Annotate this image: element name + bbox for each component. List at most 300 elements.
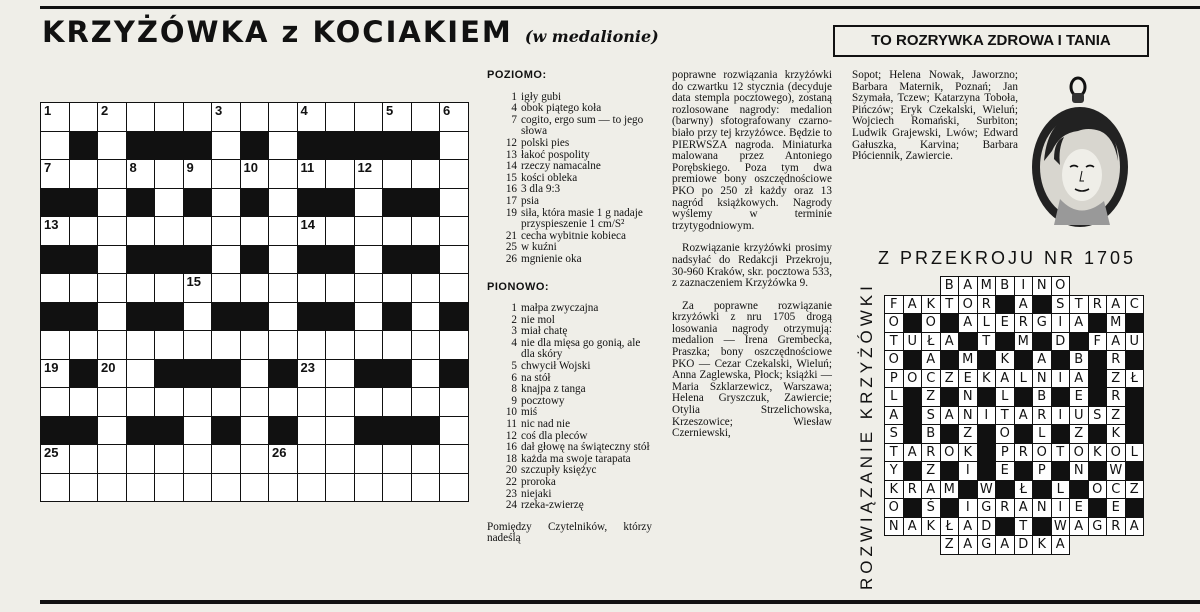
solution-letter: M <box>1106 313 1126 333</box>
crossword-cell[interactable] <box>126 102 156 132</box>
solution-letter: T <box>884 443 904 463</box>
crossword-cell[interactable] <box>240 473 270 503</box>
crossword-cell[interactable] <box>439 473 469 503</box>
solution-letter: E <box>1106 498 1126 518</box>
clue-number: 12 <box>505 429 517 442</box>
crossword-cell[interactable] <box>97 330 127 360</box>
solution-black-cell <box>1032 480 1052 500</box>
crossword-cell[interactable] <box>382 330 412 360</box>
crossword-cell[interactable] <box>211 216 241 246</box>
crossword-cell[interactable] <box>325 273 355 303</box>
crossword-black-cell <box>382 359 412 389</box>
crossword-cell[interactable] <box>268 330 298 360</box>
crossword-cell[interactable] <box>439 330 469 360</box>
solution-black-cell <box>977 443 997 463</box>
crossword-cell[interactable] <box>97 216 127 246</box>
solution-letter: B <box>940 276 960 296</box>
solution-letter: B <box>1032 387 1052 407</box>
crossword-cell[interactable] <box>154 102 184 132</box>
crossword-cell[interactable] <box>183 302 213 332</box>
crossword-cell[interactable] <box>211 273 241 303</box>
poziomo-heading: POZIOMO: <box>487 69 547 81</box>
cell-number: 9 <box>186 160 194 175</box>
crossword-cell[interactable] <box>297 359 327 389</box>
cell-number: 19 <box>44 359 59 375</box>
crossword-cell[interactable] <box>183 416 213 446</box>
crossword-cell[interactable] <box>297 387 327 417</box>
cell-number: 12 <box>357 160 372 175</box>
crossword-cell[interactable] <box>439 273 469 303</box>
crossword-black-cell <box>325 188 355 218</box>
crossword-black-cell <box>439 359 469 389</box>
crossword-cell[interactable] <box>183 387 213 417</box>
crossword-cell[interactable] <box>97 245 127 275</box>
solution-black-cell <box>977 461 997 481</box>
poziomo-clue <box>487 115 652 138</box>
crossword-cell[interactable] <box>211 159 241 189</box>
crossword-cell[interactable] <box>240 444 270 474</box>
crossword-cell[interactable] <box>325 330 355 360</box>
solution-title: Z PRZEKROJU NR 1705 <box>878 248 1137 268</box>
crossword-cell[interactable] <box>439 245 469 275</box>
solution-letter: A <box>958 535 978 555</box>
solution-black-cell <box>1125 461 1145 481</box>
solution-letter: D <box>1014 535 1034 555</box>
crossword-cell[interactable] <box>40 444 70 474</box>
crossword-cell[interactable] <box>69 330 99 360</box>
crossword-cell[interactable] <box>40 273 70 303</box>
crossword-cell[interactable] <box>382 473 412 503</box>
clue-text: niejaki <box>521 487 552 500</box>
crossword-cell[interactable] <box>40 473 70 503</box>
crossword-black-cell <box>126 188 156 218</box>
solution-letter: T <box>884 332 904 352</box>
pionowo-heading: PIONOWO: <box>487 280 550 293</box>
solution-letter: K <box>1032 535 1052 555</box>
crossword-cell[interactable] <box>382 387 412 417</box>
crossword-cell[interactable] <box>382 216 412 246</box>
solution-black-cell <box>1051 350 1071 370</box>
kitten-medallion <box>1030 75 1135 240</box>
crossword-cell[interactable] <box>354 473 384 503</box>
clue-number: 14 <box>505 160 517 173</box>
clue-text: mgnienie oka <box>521 252 582 265</box>
solution-letter: L <box>995 387 1015 407</box>
crossword-cell[interactable] <box>97 444 127 474</box>
crossword-cell[interactable] <box>268 245 298 275</box>
crossword-cell[interactable] <box>154 473 184 503</box>
pionowo-clue <box>487 500 652 512</box>
poziomo-column <box>487 70 652 545</box>
crossword-cell[interactable] <box>268 159 298 189</box>
crossword-cell[interactable] <box>126 387 156 417</box>
crossword-cell[interactable] <box>240 387 270 417</box>
crossword-cell[interactable] <box>325 216 355 246</box>
solution-letter: P <box>995 443 1015 463</box>
crossword-cell[interactable] <box>354 159 384 189</box>
crossword-cell[interactable] <box>183 102 213 132</box>
crossword-cell[interactable] <box>183 216 213 246</box>
solution-letter: A <box>1051 535 1071 555</box>
solution-letter: E <box>995 461 1015 481</box>
crossword-cell[interactable] <box>69 216 99 246</box>
crossword-cell[interactable] <box>297 273 327 303</box>
crossword-cell[interactable] <box>40 131 70 161</box>
cell-number: 26 <box>272 445 287 460</box>
solution-black-cell <box>1125 406 1145 426</box>
crossword-cell[interactable] <box>69 387 99 417</box>
crossword-cell[interactable] <box>211 330 241 360</box>
solution-letter: A <box>995 535 1015 555</box>
clue-text: psia <box>521 194 540 207</box>
crossword-cell[interactable] <box>154 188 184 218</box>
crossword-cell[interactable] <box>211 102 241 132</box>
solution-letter: Ł <box>921 332 941 352</box>
crossword-cell[interactable] <box>439 159 469 189</box>
clue-number: 20 <box>505 464 517 477</box>
crossword-cell[interactable] <box>382 159 412 189</box>
crossword-cell[interactable] <box>154 387 184 417</box>
cell-number: 15 <box>186 274 201 289</box>
crossword-cell[interactable] <box>439 416 469 446</box>
crossword-cell[interactable] <box>325 359 355 389</box>
crossword-cell[interactable] <box>97 159 127 189</box>
crossword-cell[interactable] <box>439 216 469 246</box>
crossword-cell[interactable] <box>154 330 184 360</box>
clue-text: rzeczy namacalne <box>521 160 601 173</box>
crossword-cell[interactable] <box>240 216 270 246</box>
crossword-cell[interactable] <box>97 131 127 161</box>
clue-number: 3 <box>511 325 517 338</box>
crossword-cell[interactable] <box>69 273 99 303</box>
crossword-cell[interactable] <box>325 159 355 189</box>
crossword-cell[interactable] <box>97 473 127 503</box>
crossword-cell[interactable] <box>154 273 184 303</box>
crossword-cell[interactable] <box>411 102 441 132</box>
clue-number: 23 <box>505 487 517 500</box>
solution-letter: Z <box>1106 369 1126 389</box>
crossword-cell[interactable] <box>126 359 156 389</box>
solution-black-cell <box>903 406 923 426</box>
crossword-black-cell <box>69 416 99 446</box>
solution-letter: O <box>903 369 923 389</box>
solution-letter: R <box>1106 387 1126 407</box>
announcement-p1: poprawne rozwiązania krzyżówki do czwartku 12 stycznia (decyduje data stempla pocztowego), zostaną rozlosowane nagrody: medalion (barwny) sfotografowany czarno-biało przy tej krzyżówce. Będzie to PIERWSZA nagroda. Miniaturka malowana przez Antoniego Porębskiego. Poza tym dwa premiowe bony oszczędnościowe PKO po 250 zł każdy oraz 13 nagród książkowych. Nagrody wyślemy w terminie trzytygodniowym. <box>672 69 832 232</box>
crossword-cell[interactable] <box>126 273 156 303</box>
solution-letter: A <box>903 443 923 463</box>
crossword-cell[interactable] <box>69 473 99 503</box>
solution-letter: A <box>1106 295 1126 315</box>
solution-letter: T <box>977 332 997 352</box>
crossword-cell[interactable] <box>439 444 469 474</box>
solution-letter: A <box>1014 295 1034 315</box>
crossword-cell[interactable] <box>268 387 298 417</box>
crossword-cell[interactable] <box>240 359 270 389</box>
solution-black-cell <box>958 480 978 500</box>
solution-black-cell <box>995 295 1015 315</box>
crossword-cell[interactable] <box>268 216 298 246</box>
crossword-cell[interactable] <box>40 216 70 246</box>
crossword-black-cell <box>354 359 384 389</box>
solution-letter: C <box>1106 480 1126 500</box>
solution-black-cell <box>995 517 1015 537</box>
clue-number: 22 <box>505 476 517 488</box>
solution-black-cell <box>1032 517 1052 537</box>
clue-text: polski pies <box>521 136 570 149</box>
solution-letter: N <box>1032 369 1052 389</box>
crossword-black-cell <box>240 302 270 332</box>
solution-letter: W <box>1106 461 1126 481</box>
crossword-cell[interactable] <box>240 273 270 303</box>
cell-number: 3 <box>215 103 223 118</box>
solution-letter: S <box>1088 406 1108 426</box>
clue-number: 16 <box>505 183 517 196</box>
crossword-cell[interactable] <box>325 102 355 132</box>
crossword-cell[interactable] <box>40 102 70 132</box>
clue-text: nie mol <box>521 313 555 326</box>
crossword-black-cell <box>382 302 412 332</box>
crossword-cell[interactable] <box>411 330 441 360</box>
crossword-black-cell <box>154 416 184 446</box>
crossword-cell[interactable] <box>354 245 384 275</box>
pionowo-clue <box>487 361 652 373</box>
crossword-cell[interactable] <box>97 302 127 332</box>
crossword-cell[interactable] <box>297 330 327 360</box>
solution-letter: R <box>903 480 923 500</box>
crossword-cell[interactable] <box>240 330 270 360</box>
crossword-cell[interactable] <box>382 444 412 474</box>
solution-letter: S <box>1051 295 1071 315</box>
crossword-cell[interactable] <box>211 387 241 417</box>
crossword-cell[interactable] <box>97 387 127 417</box>
solution-letter: I <box>958 498 978 518</box>
crossword-cell[interactable] <box>411 444 441 474</box>
solution-letter: T <box>1069 295 1089 315</box>
solution-letter: S <box>884 424 904 444</box>
crossword-cell[interactable] <box>268 444 298 474</box>
crossword-cell[interactable] <box>268 473 298 503</box>
crossword-cell[interactable] <box>211 245 241 275</box>
crossword-cell[interactable] <box>268 131 298 161</box>
crossword-cell[interactable] <box>69 444 99 474</box>
solution-black-cell <box>1051 461 1071 481</box>
crossword-cell[interactable] <box>382 273 412 303</box>
crossword-cell[interactable] <box>126 216 156 246</box>
solution-black-cell <box>1088 369 1108 389</box>
solution-letter: S <box>921 406 941 426</box>
crossword-cell[interactable] <box>268 302 298 332</box>
crossword-cell[interactable] <box>126 444 156 474</box>
crossword-cell[interactable] <box>411 216 441 246</box>
solution-letter: T <box>940 295 960 315</box>
solution-letter: Z <box>940 369 960 389</box>
solution-letter: L <box>1032 424 1052 444</box>
crossword-cell[interactable] <box>411 387 441 417</box>
crossword-cell[interactable] <box>154 159 184 189</box>
crossword-cell[interactable] <box>297 216 327 246</box>
crossword-cell[interactable] <box>411 359 441 389</box>
crossword-black-cell <box>268 359 298 389</box>
solution-letter: A <box>921 350 941 370</box>
crossword-black-cell <box>211 416 241 446</box>
solution-letter: E <box>1069 387 1089 407</box>
cell-number: 25 <box>44 445 59 460</box>
clue-text: nie dla mięsa go gonią, ale dla skóry <box>521 336 641 361</box>
crossword-cell[interactable] <box>297 473 327 503</box>
solution-black-cell <box>903 461 923 481</box>
crossword-cell[interactable] <box>325 473 355 503</box>
solution-black-cell <box>977 424 997 444</box>
crossword-cell[interactable] <box>40 359 70 389</box>
crossword-cell[interactable] <box>411 302 441 332</box>
crossword-cell[interactable] <box>126 473 156 503</box>
solution-letter: A <box>958 313 978 333</box>
crossword-black-cell <box>154 302 184 332</box>
solution-letter: I <box>958 461 978 481</box>
crossword-cell[interactable] <box>439 387 469 417</box>
clue-text: dał głowę na świąteczny stół <box>521 441 650 454</box>
solution-black-cell <box>1125 350 1145 370</box>
crossword-cell[interactable] <box>439 131 469 161</box>
crossword-cell[interactable] <box>183 273 213 303</box>
solution-black-cell <box>940 461 960 481</box>
crossword-cell[interactable] <box>439 188 469 218</box>
crossword-cell[interactable] <box>97 273 127 303</box>
crossword-cell[interactable] <box>240 102 270 132</box>
crossword-black-cell <box>154 131 184 161</box>
solution-black-cell <box>1032 295 1052 315</box>
solution-black-cell <box>1032 332 1052 352</box>
crossword-cell[interactable] <box>325 444 355 474</box>
crossword-cell[interactable] <box>297 102 327 132</box>
crossword-cell[interactable] <box>97 416 127 446</box>
crossword-cell[interactable] <box>354 387 384 417</box>
top-rule <box>40 6 1200 9</box>
crossword-cell[interactable] <box>183 159 213 189</box>
solution-black-cell <box>1088 461 1108 481</box>
crossword-black-cell <box>411 188 441 218</box>
solution-black-cell <box>1014 424 1034 444</box>
crossword-cell[interactable] <box>354 188 384 218</box>
crossword-cell[interactable] <box>240 159 270 189</box>
solution-letter: Z <box>921 387 941 407</box>
crossword-cell[interactable] <box>40 330 70 360</box>
crossword-cell[interactable] <box>354 102 384 132</box>
crossword-cell[interactable] <box>268 188 298 218</box>
solution-letter: N <box>1069 461 1089 481</box>
clue-text: w kuźni <box>521 241 557 254</box>
solution-letter: O <box>1051 276 1071 296</box>
crossword-cell[interactable] <box>354 273 384 303</box>
crossword-cell[interactable] <box>354 216 384 246</box>
crossword-cell[interactable] <box>40 159 70 189</box>
solution-letter: U <box>1125 332 1145 352</box>
cell-number: 1 <box>44 103 52 118</box>
crossword-cell[interactable] <box>154 216 184 246</box>
crossword-cell[interactable] <box>411 159 441 189</box>
crossword-cell[interactable] <box>354 302 384 332</box>
cell-number: 7 <box>44 160 52 175</box>
crossword-cell[interactable] <box>297 159 327 189</box>
crossword-black-cell <box>183 131 213 161</box>
crossword-cell[interactable] <box>411 273 441 303</box>
crossword-cell[interactable] <box>97 102 127 132</box>
clue-number: 16 <box>505 441 517 454</box>
cell-number: 5 <box>386 103 394 118</box>
solution-black-cell <box>1069 480 1089 500</box>
crossword-cell[interactable] <box>69 102 99 132</box>
crossword-cell[interactable] <box>126 159 156 189</box>
crossword-cell[interactable] <box>354 330 384 360</box>
crossword-cell[interactable] <box>211 131 241 161</box>
crossword-cell[interactable] <box>211 473 241 503</box>
crossword-cell[interactable] <box>354 444 384 474</box>
poziomo-clue <box>487 208 652 231</box>
cell-number: 10 <box>243 160 258 175</box>
solution-letter: M <box>1014 332 1034 352</box>
clue-number: 6 <box>511 371 517 384</box>
solution-black-cell <box>958 332 978 352</box>
crossword-cell[interactable] <box>69 159 99 189</box>
solution-letter: C <box>921 369 941 389</box>
crossword-cell[interactable] <box>439 102 469 132</box>
crossword-black-cell <box>297 302 327 332</box>
crossword-black-cell <box>40 188 70 218</box>
solution-black-cell <box>995 332 1015 352</box>
crossword-cell[interactable] <box>183 444 213 474</box>
crossword-cell[interactable] <box>97 359 127 389</box>
crossword-cell[interactable] <box>268 102 298 132</box>
clue-number: 21 <box>505 229 517 242</box>
solution-letter: Z <box>1069 424 1089 444</box>
title-sub: (w medalionie) <box>524 27 659 46</box>
crossword-cell[interactable] <box>183 473 213 503</box>
crossword-black-cell <box>211 359 241 389</box>
crossword-cell[interactable] <box>126 330 156 360</box>
crossword-cell[interactable] <box>183 330 213 360</box>
solution-side-label: ROZWIĄZANIE KRZYŻÓWKI <box>857 282 876 590</box>
solution-letter: R <box>1014 313 1034 333</box>
solution-letter: O <box>1069 443 1089 463</box>
crossword-cell[interactable] <box>297 444 327 474</box>
crossword-cell[interactable] <box>240 416 270 446</box>
crossword-cell[interactable] <box>211 444 241 474</box>
crossword-cell[interactable] <box>382 102 412 132</box>
clue-number: 2 <box>511 313 517 326</box>
solution-letter: K <box>1088 443 1108 463</box>
crossword-cell[interactable] <box>154 444 184 474</box>
crossword-cell[interactable] <box>40 387 70 417</box>
crossword-cell[interactable] <box>325 387 355 417</box>
clue-number: 13 <box>505 148 517 161</box>
clue-text: miś <box>521 406 538 419</box>
solution-letter: R <box>1014 443 1034 463</box>
solution-letter: M <box>977 276 997 296</box>
crossword-black-cell <box>40 245 70 275</box>
crossword-cell[interactable] <box>97 188 127 218</box>
crossword-cell[interactable] <box>268 273 298 303</box>
crossword-cell[interactable] <box>297 416 327 446</box>
announcement-p3: Za poprawne rozwiązanie krzyżówki z nru 1705 drogą losowania nagrody otrzymują: medalion — Irena Grembecka, Praszka; bony oszczędnościowe PKO — Cezar Czekalski, Wieluń; Anna Zaglewska, Płock; książki — Maria Szklarzewicz, Warszawa; Helena Gryszczuk, Zawiercie; Otylia Strzelichowska, Krzeszowice; Wiesław Czerniewski, <box>672 299 832 440</box>
clue-number: 7 <box>511 113 517 126</box>
clue-text: każda ma swoje tarapata <box>521 452 631 465</box>
cell-number: 8 <box>129 160 137 175</box>
crossword-cell[interactable] <box>325 416 355 446</box>
crossword-cell[interactable] <box>211 188 241 218</box>
clue-text: nic nad nie <box>521 418 571 431</box>
clue-text: szczupły księżyc <box>521 464 597 477</box>
crossword-cell[interactable] <box>411 473 441 503</box>
